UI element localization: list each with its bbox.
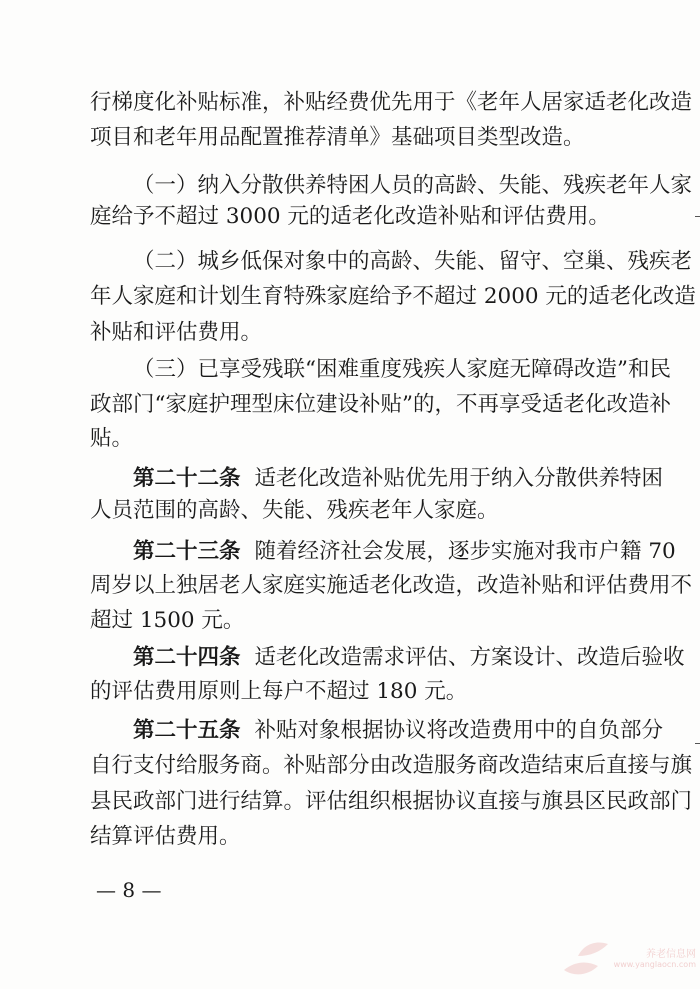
article-text: 适老化改造需求评估、方案设计、改造后验收 xyxy=(254,645,685,670)
list-item-3: （三）已享受残联“困难重度残疾人家庭无障碍改造”和民 xyxy=(133,357,671,382)
watermark xyxy=(612,945,696,969)
article-title: 第二十二条 xyxy=(133,466,241,491)
article-title: 第二十五条 xyxy=(133,718,241,743)
article-text: 随着经济社会发展，逐步实施对我市户籍 70 xyxy=(254,539,676,564)
article-25 xyxy=(133,716,693,746)
body-line: 政部门“家庭护理型床位建设补贴”的，不再享受适老化改造补 xyxy=(90,392,671,417)
body-line: 项目和老年用品配置推荐清单》基础项目类型改造。 xyxy=(90,125,585,150)
body-line: 的评估费用原则上每户不超过 180 元。 xyxy=(90,679,468,704)
article-text: 适老化改造补贴优先用于纳入分散供养特困 xyxy=(254,466,664,491)
body-line: 人员范围的高龄、失能、残疾老年人家庭。 xyxy=(90,498,499,523)
body-line: 结算评估费用。 xyxy=(90,824,241,849)
watermark-name: 养老信息网 xyxy=(646,949,696,960)
body-line: 贴。 xyxy=(90,426,134,451)
page-number: — 8 — xyxy=(96,878,162,902)
article-23 xyxy=(133,537,693,567)
body-line: 庭给予不超过 3000 元的适老化改造补贴和评估费用。 xyxy=(90,204,610,229)
body-line: 行梯度化补贴标准，补贴经费优先用于《老年人居家适老化改造 xyxy=(90,90,693,115)
article-text: 补贴对象根据协议将改造费用中的自负部分 xyxy=(254,718,664,743)
article-title: 第二十三条 xyxy=(133,539,241,564)
body-line: 年人家庭和计划生育特殊家庭给予不超过 2000 元的适老化改造 xyxy=(90,284,696,309)
watermark-url: www.yanglaocn.com xyxy=(613,960,696,969)
watermark-logo-icon xyxy=(556,926,616,986)
list-item-2: （二）城乡低保对象中的高龄、失能、留守、空巢、残疾老 xyxy=(133,249,693,274)
list-item-1: （一）纳入分散供养特困人员的高龄、失能、残疾老年人家 xyxy=(133,173,693,198)
body-line: 超过 1500 元。 xyxy=(90,608,245,633)
body-line: 周岁以上独居老人家庭实施适老化改造，改造补贴和评估费用不 xyxy=(90,573,693,598)
article-22 xyxy=(133,464,693,494)
article-title: 第二十四条 xyxy=(133,645,241,670)
article-24 xyxy=(133,643,693,673)
scan-edge-mark xyxy=(695,743,700,744)
body-line: 县民政部门进行结算。评估组织根据协议直接与旗县区民政部门 xyxy=(90,789,693,814)
scan-edge-mark xyxy=(695,216,700,217)
body-line: 补贴和评估费用。 xyxy=(90,320,263,345)
body-line: 自行支付给服务商。补贴部分由改造服务商改造结束后直接与旗 xyxy=(90,753,693,778)
